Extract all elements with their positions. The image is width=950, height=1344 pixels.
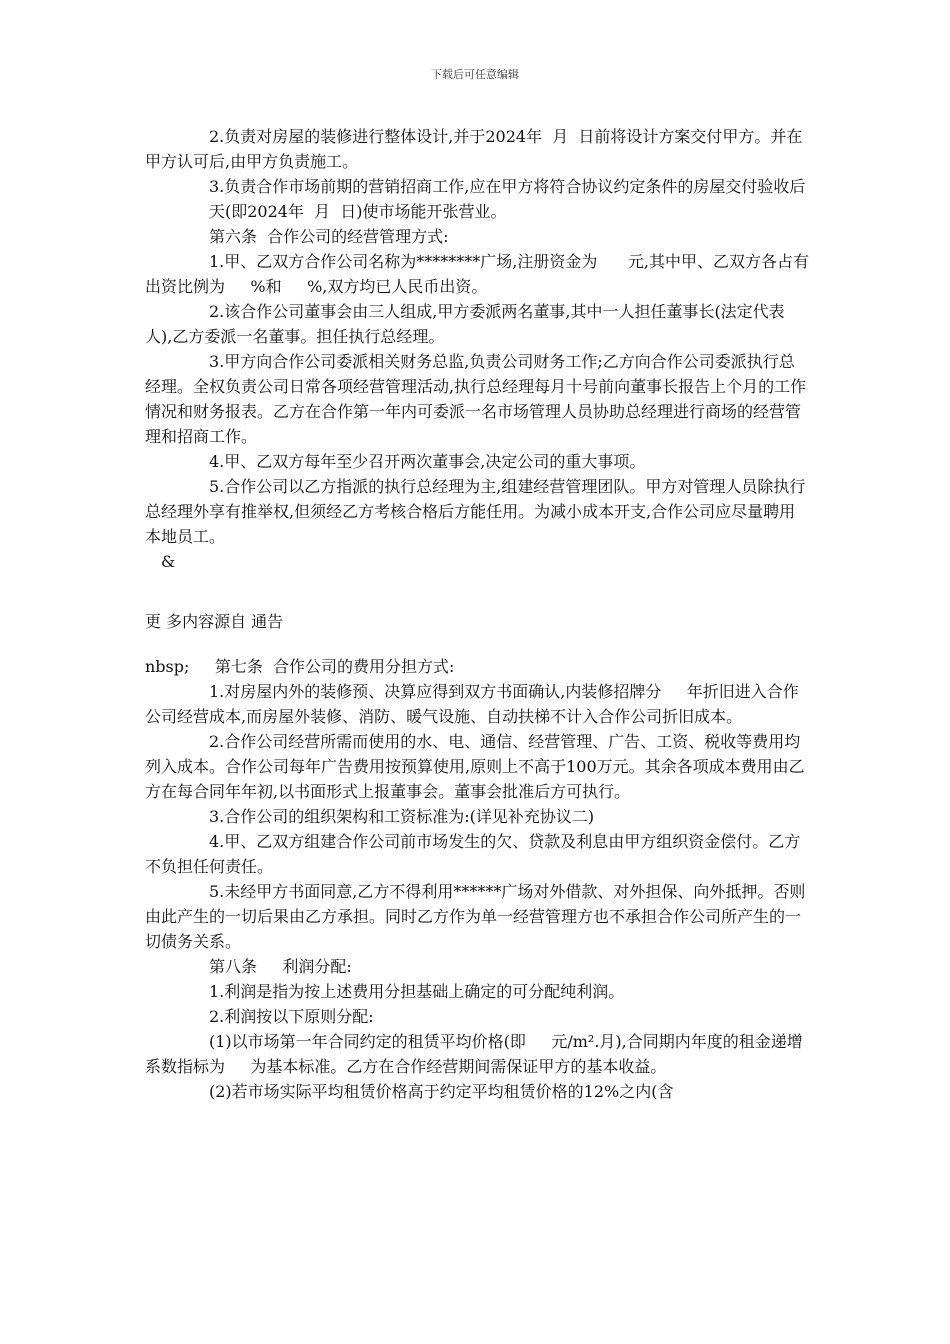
article-seven-heading: nbsp; 第七条 合作公司的费用分担方式: [145,657,455,676]
paragraph-company-name-capital: 1.甲、乙双方合作公司名称为********广场,注册资金为 元,其中甲、乙双方各占有出资比例为 %和 %,双方均已人民币出资。 [145,252,809,296]
paragraph-decoration-costs: 1.对房屋内外的装修预、决算应得到双方书面确认,内装修招牌分 年折旧进入合作公司经营成本,而房屋外装修、消防、暖气设施、自动扶梯不计入合作公司折旧成本。 [145,682,799,726]
paragraph-opening-date: 天(即2024年 月 日)使市场能开张营业。 [209,202,507,221]
paragraph-design-responsibility: 2.负责对房屋的装修进行整体设计,并于2024年 月 日前将设计方案交付甲方。并在甲方认可后,由甲方负责施工。 [145,127,803,171]
paragraph-board-meetings: 4.甲、乙双方每年至少召开两次董事会,决定公司的重大事项。 [209,452,646,471]
ampersand-fragment: & [161,552,176,571]
source-notice: 更 多内容源自 通告 [145,612,284,631]
paragraph-org-structure: 3.合作公司的组织架构和工资标准为:(详见补充协议二) [209,807,595,826]
article-eight-heading: 第八条 利润分配: [209,957,352,976]
paragraph-profit-definition: 1.利润是指为按上述费用分担基础上确定的可分配纯利润。 [209,982,625,1001]
paragraph-rent-above-threshold: (2)若市场实际平均租赁价格高于约定平均租赁价格的12%之内(含 [209,1082,674,1101]
paragraph-prior-debts: 4.甲、乙双方组建合作公司前市场发生的欠、贷款及利息由甲方组织资金偿付。乙方不负担任何责任。 [145,832,801,876]
spacer [145,634,810,654]
paragraph-base-rent: (1)以市场第一年合同约定的租赁平均价格(即 元/m².月),合同期内年度的租金递增系数指标为 为基本标准。乙方在合作经营期间需保证甲方的基本收益。 [145,1032,803,1076]
paragraph-operating-costs: 2.合作公司经营所需而使用的水、电、通信、经营管理、广告、工资、税收等费用均列入成本。合作公司每年广告费用按预算使用,原则上不高于100万元。其余各项成本费用由乙方在每合同年年初,以书面形式上报董事会。董事会批准后方可执行。 [145,732,805,801]
paragraph-marketing-responsibility: 3.负责合作市场前期的营销招商工作,应在甲方将符合协议约定条件的房屋交付验收后 [209,177,806,196]
spacer [145,574,810,609]
paragraph-profit-principles: 2.利润按以下原则分配: [209,1007,374,1026]
article-six-heading: 第六条 合作公司的经营管理方式: [209,227,449,246]
paragraph-no-guarantee: 5.未经甲方书面同意,乙方不得利用******广场对外借款、对外担保、向外抵押。否则由此产生的一切后果由乙方承担。同时乙方作为单一经营管理方也不承担合作公司所产生的一切债务关系。 [145,882,806,951]
paragraph-finance-director: 3.甲方向合作公司委派相关财务总监,负责公司财务工作;乙方向合作公司委派执行总经理。全权负责公司日常各项经营管理活动,执行总经理每月十号前向董事长报告上个月的工作情况和财务报表。乙方在合作第一年内可委派一名市场管理人员协助总经理进行商场的经营管理和招商工作。 [145,352,807,446]
document-body [145,124,810,1104]
download-editable-note: 下载后可任意编辑 [431,68,519,81]
paragraph-board-composition: 2.该合作公司董事会由三人组成,甲方委派两名董事,其中一人担任董事长(法定代表人),乙方委派一名董事。担任执行总经理。 [145,302,785,346]
paragraph-management-team: 5.合作公司以乙方指派的执行总经理为主,组建经营管理团队。甲方对管理人员除执行总经理外享有推举权,但须经乙方考核合格后方能任用。为减小成本开支,合作公司应尽量聘用本地员工。 [145,477,806,546]
